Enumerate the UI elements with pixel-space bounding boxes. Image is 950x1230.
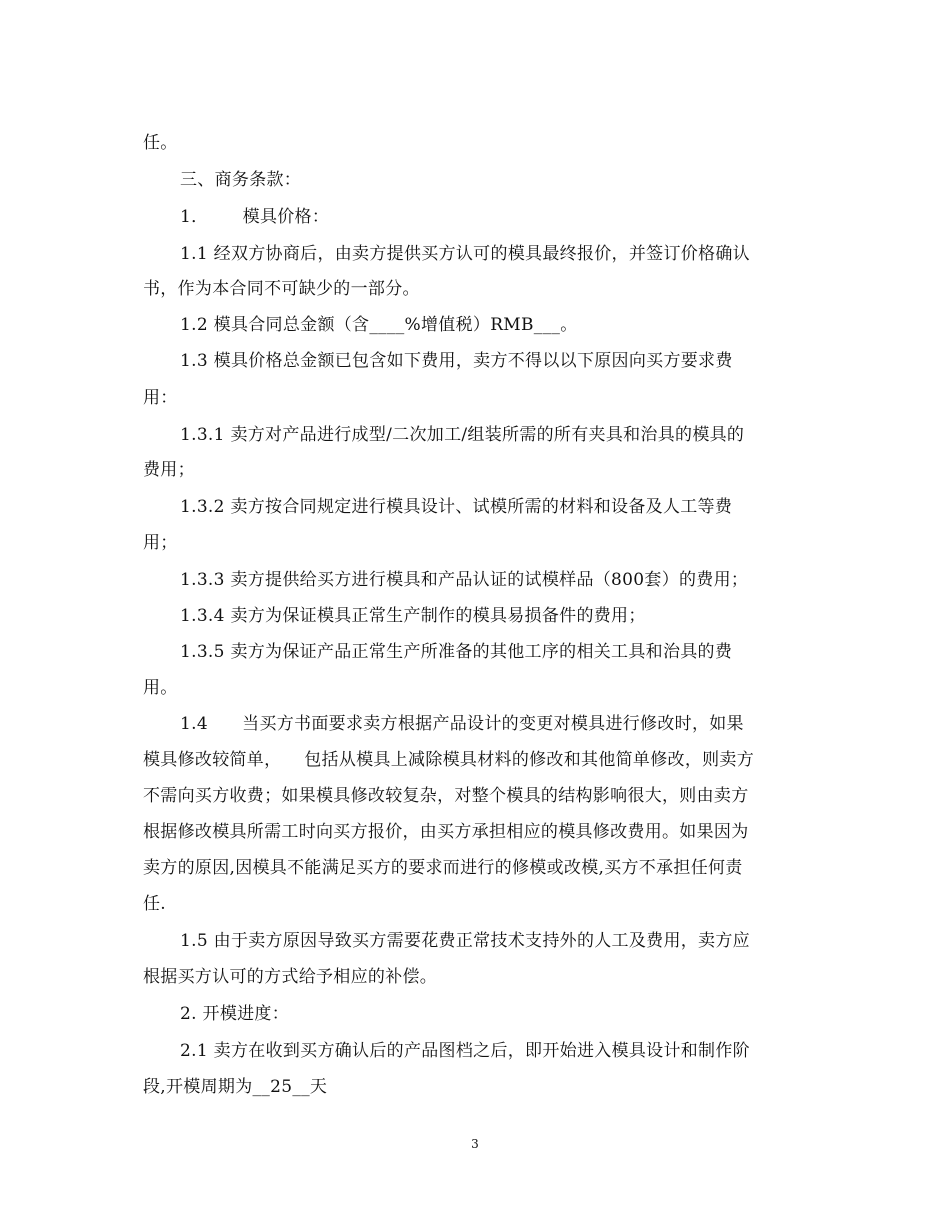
text-line: 任。 xyxy=(143,133,178,153)
text-line: 1.3.2 卖方按合同规定进行模具设计、试模所需的材料和设备及人工等费 xyxy=(180,497,733,517)
text-line: 任. xyxy=(143,894,167,914)
text-line: 书，作为本合同不可缺少的一部分。 xyxy=(143,279,420,299)
text-line: 用。 xyxy=(143,678,178,698)
text-line: 1.1 经双方协商后，由卖方提供买方认可的模具最终报价，并签订价格确认 xyxy=(180,244,750,264)
text-line: 1.3.4 卖方为保证模具正常生产制作的模具易损备件的费用； xyxy=(180,606,646,626)
clause-heading: 1． 模具价格： xyxy=(180,207,330,227)
text-line: 段,开模周期为__25__天 xyxy=(143,1077,328,1097)
text-line: 1.4 当买方书面要求卖方根据产品设计的变更对模具进行修改时，如果 xyxy=(180,714,744,734)
text-line: 用； xyxy=(143,533,178,553)
clause-heading: 2. 开模进度： xyxy=(180,1004,290,1024)
section-heading: 三、商务条款： xyxy=(180,170,302,190)
text-line: 根据修改模具所需工时向买方报价，由买方承担相应的模具修改费用。如果因为 xyxy=(143,822,749,842)
text-line: 1.5 由于卖方原因导致买方需要花费正常技术支持外的人工及费用，卖方应 xyxy=(180,931,750,951)
page-number: 3 xyxy=(471,1137,479,1151)
text-line: 不需向买方收费；如果模具修改较复杂，对整个模具的结构影响很大，则由卖方 xyxy=(143,786,749,806)
text-line: 费用； xyxy=(143,460,195,480)
text-line: 1.3 模具价格总金额已包含如下费用，卖方不得以以下原因向买方要求费 xyxy=(180,351,733,371)
text-line: 1.2 模具合同总金额（含____%增值税）RMB___。 xyxy=(180,315,578,335)
text-line: 1.3.5 卖方为保证产品正常生产所准备的其他工序的相关工具和治具的费 xyxy=(180,642,733,662)
text-line: 用： xyxy=(143,388,178,408)
text-line: 2.1 卖方在收到买方确认后的产品图档之后，即开始进入模具设计和制作阶 xyxy=(180,1041,750,1061)
text-line: 模具修改较简单， 包括从模具上减除模具材料的修改和其他简单修改，则卖方 xyxy=(143,750,755,770)
text-line: 根据买方认可的方式给予相应的补偿。 xyxy=(143,967,438,987)
text-line: 卖方的原因,因模具不能满足买方的要求而进行的修模或改模,买方不承担任何责 xyxy=(143,858,743,878)
text-line: 1.3.1 卖方对产品进行成型/二次加工/组装所需的所有夹具和治具的模具的 xyxy=(180,425,745,445)
text-line: 1.3.3 卖方提供给买方进行模具和产品认证的试模样品（800套）的费用； xyxy=(180,570,749,590)
